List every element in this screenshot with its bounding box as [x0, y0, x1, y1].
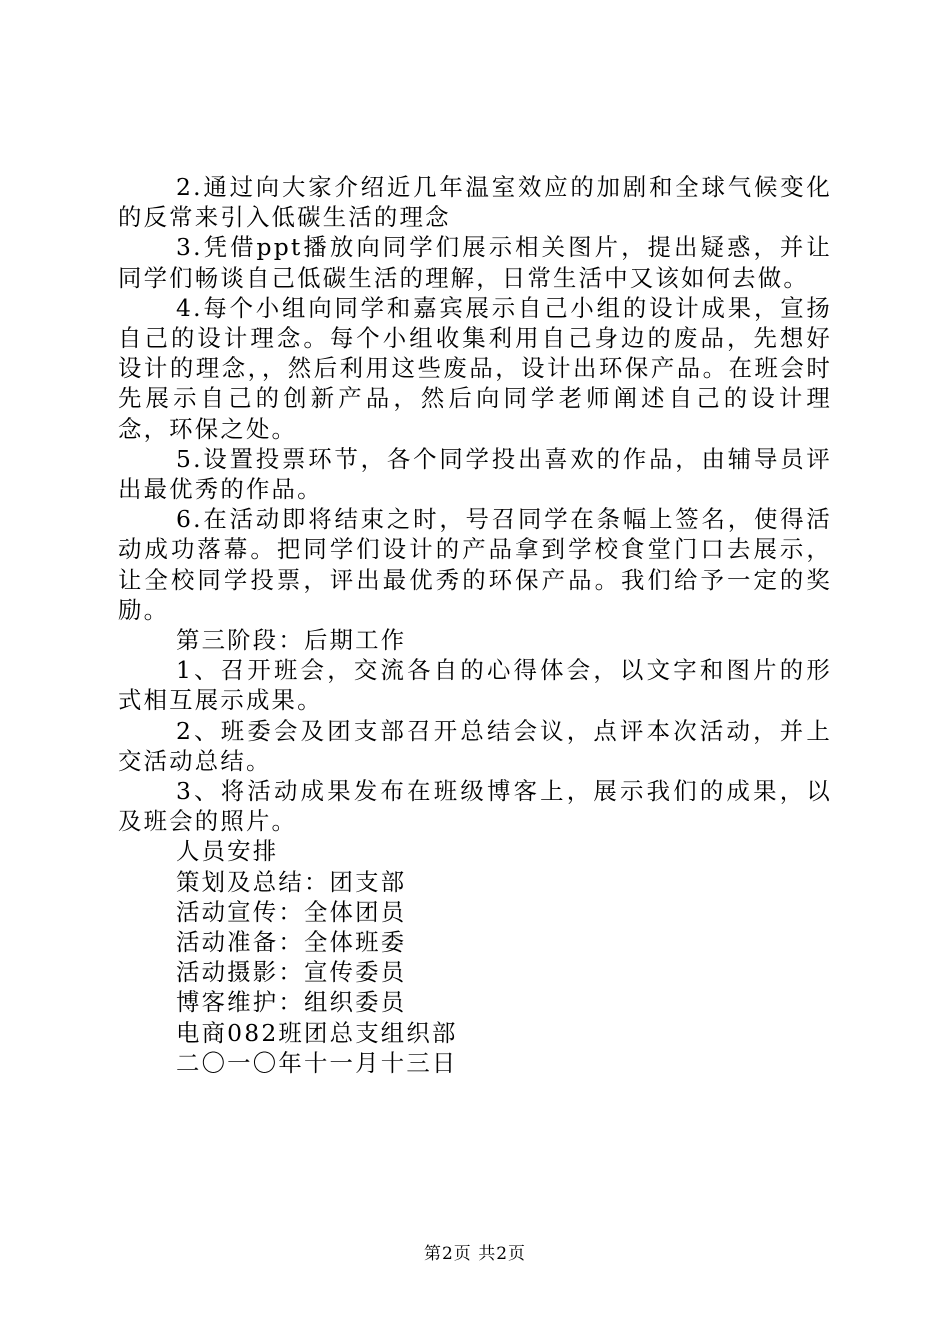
signature-date: 二〇一〇年十一月十三日 — [176, 1048, 458, 1077]
paragraph-step-4: 4.每个小组向同学和嘉宾展示自己小组的设计成果，宣扬自己的设计理念。每个小组收集利用自己身边的废品，先想好设计的理念，，然后利用这些废品，设计出环保产品。在班会时先展示自己的创新产品，然后向同学老师阐述自己的设计理念，环保之处。 — [118, 293, 832, 443]
signature-organization: 电商082班团总支组织部 — [176, 1018, 458, 1047]
paragraph-step-5: 5.设置投票环节，各个同学投出喜欢的作品，由辅导员评出最优秀的作品。 — [118, 444, 832, 504]
staff-publicity: 活动宣传：全体团员 — [176, 897, 407, 926]
paragraph-phase3-item-2: 2、班委会及团支部召开总结会议，点评本次活动，并上交活动总结。 — [118, 716, 832, 775]
paragraph-phase3-item-1: 1、召开班会，交流各自的心得体会，以文字和图片的形式相互展示成果。 — [118, 656, 832, 715]
page-number-footer: 第2页 共2页 — [423, 1244, 527, 1264]
staff-blog: 博客维护：组织委员 — [176, 988, 407, 1017]
staff-planning: 策划及总结：团支部 — [176, 867, 407, 896]
section-heading-phase-3: 第三阶段：后期工作 — [176, 626, 407, 655]
paragraph-phase3-item-3: 3、将活动成果发布在班级博客上，展示我们的成果，以及班会的照片。 — [118, 777, 832, 836]
paragraph-step-6: 6.在活动即将结束之时，号召同学在条幅上签名，使得活动成功落幕。把同学们设计的产品拿到学校食堂门口去展示，让全校同学投票，评出最优秀的环保产品。我们给予一定的奖励。 — [118, 505, 832, 624]
staff-preparation: 活动准备：全体班委 — [176, 928, 407, 957]
document-body — [118, 172, 832, 1078]
section-heading-staffing: 人员安排 — [176, 837, 279, 866]
paragraph-step-3: 3.凭借ppt播放向同学们展示相关图片，提出疑惑，并让同学们畅谈自己低碳生活的理解，日常生活中又该如何去做。 — [118, 233, 832, 292]
paragraph-step-2: 2.通过向大家介绍近几年温室效应的加剧和全球气候变化的反常来引入低碳生活的理念 — [118, 173, 832, 232]
staff-photography: 活动摄影：宣传委员 — [176, 958, 407, 987]
